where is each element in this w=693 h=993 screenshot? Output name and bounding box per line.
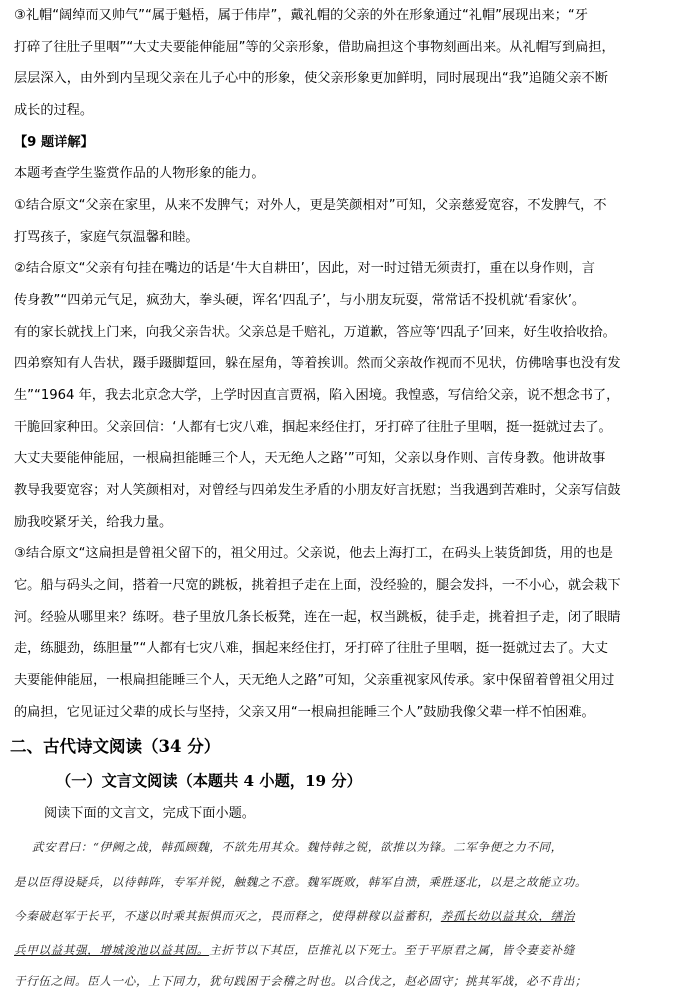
text-line: 河。经验从哪里来？练呀。巷子里放几条长板凳，连在一起，权当跳板，徒手走，挑着担子走，闭了眼睛 bbox=[14, 610, 621, 625]
section-title: 二、古代诗文阅读（34 分） bbox=[10, 737, 221, 756]
text-line: 干脆回家种田。父亲回信：‘人都有七灾八难，掴起来经住打，牙打碎了往肚子里咽，挺一挺就过去了。 bbox=[14, 420, 612, 435]
subsection-title: （一）文言文阅读（本题共 4 小题，19 分） bbox=[56, 772, 362, 790]
classical-text-line bbox=[14, 907, 686, 925]
text-line: ③礼帽“阔绰而又帅气”“属于魁梧，属于伟岸”，戴礼帽的父亲的外在形象通过“礼帽”展现出来；“牙 bbox=[14, 8, 588, 23]
text-line: 传身教”“四弟元气足，疯劲大，拳头硬，诨名‘四乱子’，与小朋友玩耍，常常话不投机就‘看家伙’。 bbox=[14, 293, 586, 308]
text-line: 本题考查学生鉴赏作品的人物形象的能力。 bbox=[14, 166, 265, 181]
classical-segment: 今秦破赵军于长平，不遂以时乘其振惧而灭之，畏而释之，使得耕稼以益蓄积， bbox=[14, 909, 441, 923]
text-line: 夫要能伸能屈，一根扁担能睡三个人，天无绝人之路”可知，父亲重视家风传承。家中保留着曾祖父用过 bbox=[14, 673, 615, 688]
text-line: 教导我要宽容；对人笑颜相对，对曾经与四弟发生矛盾的小朋友好言抚慰；当我遇到苦难时，父亲写信鼓 bbox=[14, 483, 621, 498]
text-line: 打碎了往肚子里咽”“大丈夫要能伸能屈”等的父亲形象，借助扁担这个事物刻画出来。从礼帽写到扁担， bbox=[14, 40, 615, 55]
text-line: 励我咬紧牙关，给我力量。 bbox=[14, 515, 173, 530]
text-line: 它。船与码头之间，搭着一尺宽的跳板，挑着担子走在上面，没经验的，腿会发抖，一不小心，就会栽下 bbox=[14, 578, 621, 593]
text-line: 生”“1964 年，我去北京念大学，上学时因直言贾祸，陷入困境。我惶惑，写信给父亲，说不想念书了， bbox=[14, 388, 620, 403]
text-line: ①结合原文“父亲在家里，从来不发脾气；对外人，更是笑颜相对”可知，父亲慈爱宽容，不发脾气，不 bbox=[14, 198, 607, 213]
question-heading: 【9 题详解】 bbox=[14, 135, 94, 150]
text-line: 的扁担，它见证过父辈的成长与坚持，父亲又用“一根扁担能睡三个人”鼓励我像父辈一样不怕困难。 bbox=[14, 705, 595, 720]
text-line: 有的家长就找上门来，向我父亲告状。父亲总是千赔礼，万道歉，答应等‘四乱子’回来，好生收拾收拾。 bbox=[14, 325, 616, 340]
classical-segment: 主折节以下其臣，臣推礼以下死士。至于平原君之属，皆令妻妾补缝 bbox=[209, 943, 575, 957]
text-line: 成长的过程。 bbox=[14, 103, 94, 118]
text-line: ②结合原文“父亲有句挂在嘴边的话是‘牛大自耕田’，因此，对一时过错无须责打，重在以身作则，言 bbox=[14, 261, 595, 276]
classical-text-line: 武安君曰：“伊阙之战，韩孤顾魏，不欲先用其众。魏恃韩之锐，欲推以为锋。二军争便之力不同， bbox=[32, 840, 563, 854]
text-line: 打骂孩子，家庭气氛温馨和睦。 bbox=[14, 230, 199, 245]
underlined-segment: 兵甲以益其强，增城浚池以益其固。 bbox=[14, 943, 210, 957]
text-line: 走，练腿劲，练胆量”“人都有七灾八难，掴起来经住打，牙打碎了往肚子里咽，挺一挺就过去了。大丈 bbox=[14, 641, 608, 656]
underlined-segment: 养孤长幼以益其众，缮治 bbox=[440, 909, 575, 923]
text-line: 层层深入，由外到内呈现父亲在儿子心中的形象，使父亲形象更加鲜明，同时展现出“我”追随父亲不断 bbox=[14, 71, 608, 86]
text-line: ③结合原文“这扁担是曾祖父留下的，祖父用过。父亲说，他去上海打工，在码头上装货卸货，用的也是 bbox=[14, 546, 613, 561]
classical-text-line bbox=[14, 941, 686, 959]
instruction-text: 阅读下面的文言文，完成下面小题。 bbox=[44, 806, 255, 821]
text-line: 大丈夫要能伸能屈，一根扁担能睡三个人，天无绝人之路’”可知，父亲以身作则、言传身教。他讲故事 bbox=[14, 451, 606, 466]
classical-text-line: 于行伍之间。臣人一心，上下同力，犹句践困于会稽之时也。以合伐之，赵必固守；挑其军战，必不肯出； bbox=[14, 974, 588, 988]
classical-text-line: 是以臣得设疑兵，以待韩阵，专军并锐，触魏之不意。魏军既败，韩军自溃，乘胜逐北，以是之故能立功。 bbox=[14, 875, 588, 889]
text-line: 四弟察知有人告状，蹑手蹑脚踅回，躲在屋角，等着挨训。然而父亲故作视而不见状，仿佛啥事也没有发 bbox=[14, 356, 621, 371]
